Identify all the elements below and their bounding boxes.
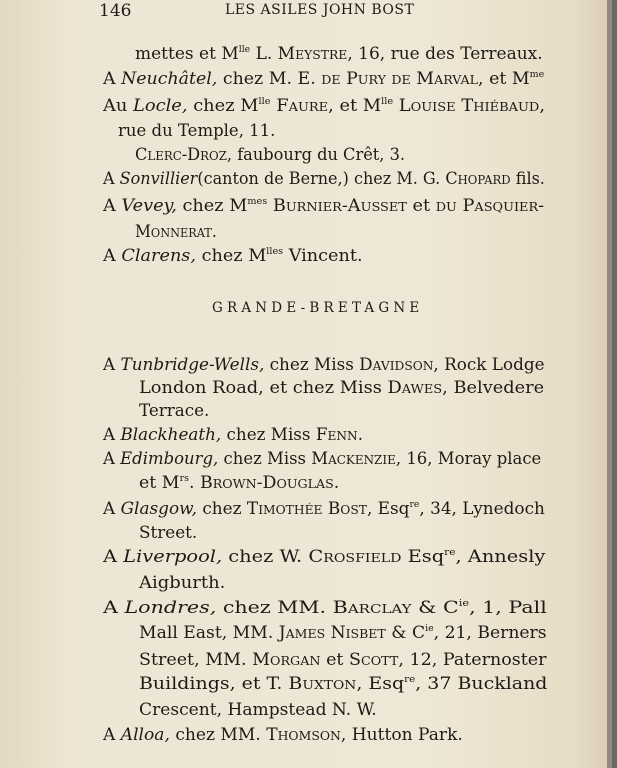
- text-line: [135, 222, 217, 242]
- text-run: ,: [539, 96, 546, 115]
- text-run: Aigburth.: [139, 573, 226, 592]
- text-line: [139, 650, 547, 670]
- text-run: chez MM.: [169, 725, 267, 744]
- text-run: , Annesly: [455, 547, 546, 566]
- text-run: A: [103, 425, 121, 444]
- running-title: LES ASILES JOHN BOST: [225, 2, 415, 18]
- name-small-caps: Timothée Bost: [246, 499, 367, 518]
- text-run: et M: [139, 473, 180, 492]
- name-small-caps: Chopard: [445, 169, 511, 188]
- text-run: A: [103, 449, 121, 468]
- text-run: A: [103, 355, 121, 374]
- text-run: , 16, Moray place: [395, 449, 542, 468]
- text-run: A: [103, 69, 122, 88]
- text-line: [139, 401, 209, 421]
- place-name: Blackheath,: [120, 425, 222, 444]
- text-run: , Esq: [366, 499, 410, 518]
- text-line: [103, 355, 545, 375]
- name-small-caps: Brown-Douglas: [200, 473, 334, 492]
- place-name: Vevey,: [121, 196, 177, 215]
- text-line: [103, 725, 463, 745]
- name-small-caps: Meystre: [277, 44, 348, 63]
- superscript: lle: [258, 97, 271, 107]
- text-run: chez Miss: [221, 425, 316, 444]
- text-line: [103, 499, 545, 519]
- text-run: , 37 Buckland: [415, 674, 548, 693]
- text-line: [139, 378, 544, 398]
- page-number: 146: [99, 1, 132, 21]
- text-run: Crescent, Hampstead N. W.: [139, 700, 377, 719]
- text-run: London Road, et chez Miss: [139, 378, 388, 397]
- text-run: A: [103, 196, 122, 215]
- text-run: & C: [385, 623, 426, 642]
- superscript: lle: [381, 97, 394, 107]
- text-run: A: [103, 725, 121, 744]
- place-name: Locle,: [133, 96, 188, 115]
- place-name: Neuchâtel,: [121, 69, 218, 88]
- text-run: Esq: [401, 547, 445, 566]
- text-run: , Hutton Park.: [340, 725, 463, 744]
- text-run: , 12, Paternoster: [398, 650, 547, 669]
- text-run: Buildings, et T.: [139, 674, 289, 693]
- text-line: [103, 169, 545, 189]
- text-run: Street, MM.: [139, 650, 253, 669]
- place-name: Tunbridge-Wells,: [120, 355, 265, 374]
- text-run: A: [103, 598, 125, 617]
- text-run: chez Miss: [218, 449, 312, 468]
- text-run: L.: [250, 44, 278, 63]
- superscript: re: [409, 500, 420, 510]
- text-run: chez: [196, 499, 247, 518]
- text-run: A: [103, 246, 122, 265]
- text-run: Mall East, MM.: [139, 623, 279, 642]
- name-small-caps: Crosfield: [308, 547, 402, 566]
- superscript: re: [444, 548, 456, 558]
- name-small-caps: Louise Thiébaud: [398, 96, 540, 115]
- text-line: [103, 246, 363, 266]
- text-line: [103, 449, 541, 469]
- text-run: & C: [411, 598, 459, 617]
- text-run: Au: [103, 96, 134, 115]
- text-line: [135, 44, 543, 64]
- text-run: et: [406, 196, 436, 215]
- superscript: mes: [247, 197, 268, 207]
- text-run: chez W.: [222, 547, 309, 566]
- text-run: , 16, rue des Terreaux.: [347, 44, 543, 63]
- text-run: , 1, Pall: [469, 598, 547, 617]
- text-run: , Rock Lodge: [433, 355, 545, 374]
- text-run: A: [103, 547, 124, 566]
- text-line: [103, 96, 545, 116]
- page-edge: [607, 0, 612, 768]
- name-small-caps: Dawes: [387, 378, 443, 397]
- name-small-caps: du Pasquier-: [435, 196, 545, 215]
- superscript: ie: [458, 599, 470, 609]
- superscript: lle: [238, 45, 251, 55]
- text-run: chez M: [187, 96, 259, 115]
- name-small-caps: Barclay: [332, 598, 412, 617]
- place-name: Edimbourg,: [120, 449, 219, 468]
- place-name: Sonvillier: [119, 169, 198, 188]
- superscript: re: [404, 675, 416, 685]
- name-small-caps: Davidson: [359, 355, 434, 374]
- text-line: [139, 674, 547, 694]
- text-run: , et M: [478, 69, 530, 88]
- text-run: , 34, Lynedoch: [419, 499, 545, 518]
- text-run: , Belvedere: [442, 378, 545, 397]
- superscript: rs: [179, 474, 189, 484]
- text-line: [118, 121, 275, 141]
- name-small-caps: Fenn: [315, 425, 358, 444]
- text-run: fils.: [510, 169, 545, 188]
- text-run: .: [357, 425, 364, 444]
- place-name: Glasgow,: [120, 499, 197, 518]
- superscript: me: [529, 70, 545, 80]
- superscript: ie: [425, 624, 434, 634]
- text-line: [103, 69, 544, 89]
- text-run: chez M: [176, 196, 248, 215]
- text-run: chez M: [195, 246, 267, 265]
- text-run: , et M: [328, 96, 382, 115]
- name-small-caps: Faure: [276, 96, 329, 115]
- text-run: , 21, Berners: [433, 623, 547, 642]
- name-small-caps: de Pury de Marval: [321, 69, 479, 88]
- text-run: chez M. E.: [217, 69, 322, 88]
- text-run: Terrace.: [139, 401, 210, 420]
- text-run: et: [320, 650, 350, 669]
- name-small-caps: Buxton: [288, 674, 357, 693]
- text-line: [135, 145, 405, 165]
- text-run: .: [333, 473, 340, 492]
- name-small-caps: James Nisbet: [278, 623, 386, 642]
- text-run: chez Miss: [264, 355, 360, 374]
- text-run: chez MM.: [216, 598, 333, 617]
- text-run: Street.: [139, 523, 198, 542]
- name-small-caps: Morgan: [252, 650, 321, 669]
- place-name: Alloa,: [120, 725, 170, 744]
- text-run: , Esq: [356, 674, 405, 693]
- name-small-caps: Monnerat.: [135, 222, 217, 241]
- text-line: [103, 196, 544, 216]
- name-small-caps: Mackenzie: [311, 449, 396, 468]
- text-line: [139, 473, 339, 493]
- text-line: [103, 547, 545, 567]
- text-line: [103, 598, 547, 618]
- text-run: Vincent.: [283, 246, 363, 265]
- text-line: [139, 623, 547, 643]
- text-run: mettes et M: [135, 44, 239, 63]
- text-run: A: [103, 169, 120, 188]
- name-small-caps: Scott: [349, 650, 399, 669]
- text-run: , faubourg du Crêt, 3.: [226, 145, 406, 164]
- section-heading: GRANDE-BRETAGNE: [212, 300, 424, 316]
- place-name: Londres,: [124, 598, 217, 617]
- name-small-caps: Burnier-Ausset: [272, 196, 407, 215]
- text-run: rue du Temple, 11.: [118, 121, 276, 140]
- name-small-caps: Thomson: [266, 725, 341, 744]
- place-name: Liverpool,: [123, 547, 223, 566]
- superscript: lles: [266, 247, 284, 257]
- text-run: (canton de Berne,) chez M. G.: [197, 169, 446, 188]
- text-run: A: [103, 499, 121, 518]
- text-line: [139, 573, 225, 593]
- text-line: [139, 523, 197, 543]
- text-line: [139, 700, 377, 720]
- name-small-caps: Clerc-Droz: [135, 145, 227, 164]
- text-run: .: [188, 473, 201, 492]
- place-name: Clarens,: [121, 246, 196, 265]
- text-line: [103, 425, 363, 445]
- page-header: [0, 0, 612, 28]
